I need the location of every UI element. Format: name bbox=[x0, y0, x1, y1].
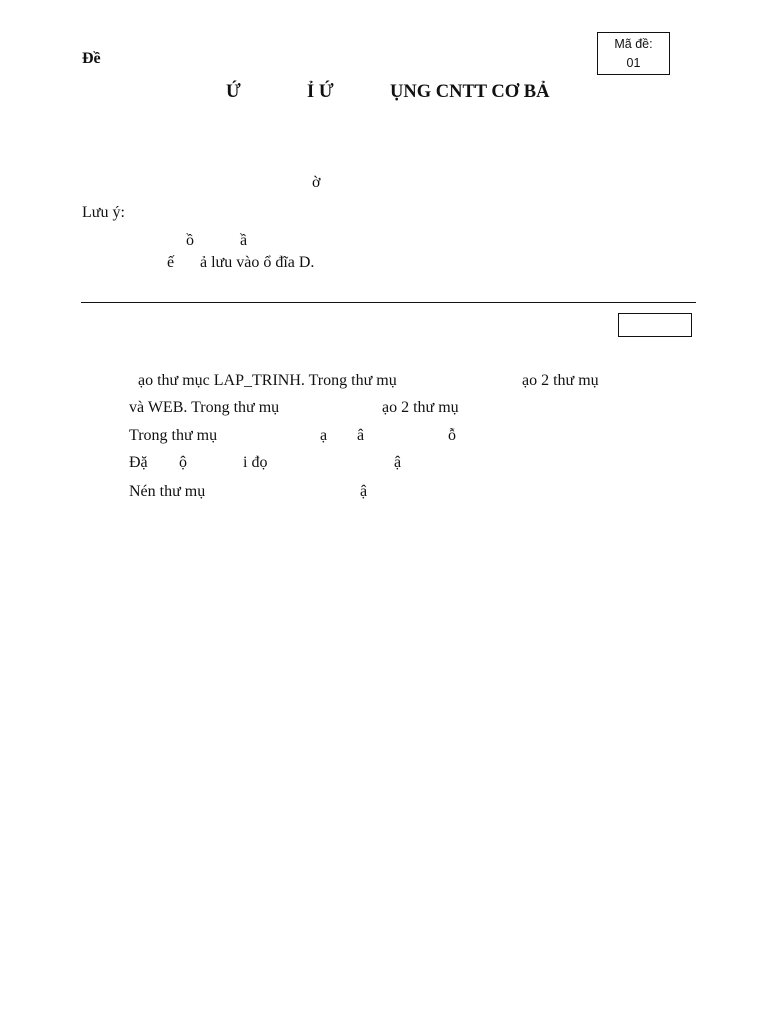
task-fragment: Đặ bbox=[129, 454, 148, 471]
note-fragment: ả lưu vào ổ đĩa D. bbox=[200, 254, 315, 271]
note-fragment: ế bbox=[167, 254, 175, 271]
task-fragment: ậ bbox=[360, 483, 368, 500]
exam-code-box bbox=[597, 32, 670, 75]
task-fragment: ậ bbox=[394, 454, 402, 471]
task-fragment: và WEB. Trong thư mụ bbox=[129, 399, 280, 416]
exam-code-value: 01 bbox=[626, 56, 641, 70]
exam-label: Đề bbox=[82, 50, 101, 67]
task-fragment: ạo 2 thư mụ bbox=[382, 399, 459, 416]
title-fragment: Ỉ Ứ bbox=[307, 82, 334, 102]
title-fragment: ỤNG CNTT CƠ BẢ bbox=[390, 82, 550, 102]
note-fragment: ầ bbox=[240, 232, 248, 249]
task-fragment: â bbox=[357, 427, 365, 444]
task-fragment: ạo 2 thư mụ bbox=[522, 372, 599, 389]
task-fragment: ạ bbox=[320, 427, 328, 444]
task-fragment: ạo thư mục LAP_TRINH. Trong thư mụ bbox=[138, 372, 397, 389]
task-fragment: ỗ bbox=[448, 427, 456, 444]
task-fragment: Trong thư mụ bbox=[129, 427, 218, 444]
note-fragment: ồ bbox=[186, 232, 194, 249]
note-label: Lưu ý: bbox=[82, 204, 125, 221]
title-fragment: Ứ bbox=[226, 82, 241, 102]
instruction-fragment: ờ bbox=[312, 174, 321, 191]
task-fragment: ộ bbox=[179, 454, 187, 471]
exam-code-label: Mã đề: bbox=[614, 37, 653, 51]
task-fragment: Nén thư mụ bbox=[129, 483, 206, 500]
task-fragment: i đọ bbox=[243, 454, 268, 471]
divider-line bbox=[81, 302, 696, 303]
score-box bbox=[618, 313, 692, 337]
